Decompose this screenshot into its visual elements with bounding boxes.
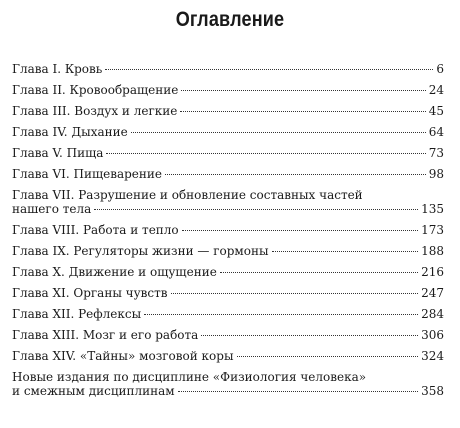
toc-entry-title: Глава IV. Дыхание	[12, 125, 128, 139]
dot-leader	[237, 356, 419, 357]
toc-entry-2[interactable]	[12, 83, 444, 97]
toc-page-number: 284	[421, 307, 444, 321]
toc-entry-5[interactable]	[12, 146, 444, 160]
dot-leader	[105, 69, 433, 70]
toc-page-number: 135	[421, 202, 444, 216]
toc-entry-title: Глава XIV. «Тайны» мозговой коры	[12, 349, 234, 363]
dot-leader	[144, 314, 418, 315]
toc-entry-title: Глава XIII. Мозг и его работа	[12, 328, 199, 342]
toc-entry-title: Глава I. Кровь	[12, 62, 103, 76]
dot-leader	[220, 272, 418, 273]
toc-entry-10[interactable]	[12, 265, 444, 279]
toc-entry-title: Глава VI. Пищеварение	[12, 167, 162, 181]
dot-leader	[180, 111, 425, 112]
toc-page-number: 306	[421, 328, 444, 342]
toc-page-number: 64	[428, 125, 444, 139]
toc-page-number: 358	[421, 384, 444, 398]
toc-entry-title: Глава XI. Органы чувств	[12, 286, 168, 300]
toc-entry-title-line-2: нашего тела	[12, 202, 92, 216]
toc-page-number: 6	[436, 62, 444, 76]
toc-entry-8[interactable]	[12, 223, 444, 237]
toc-entry-title-line-1: Глава VII. Разрушение и обновление составных частей	[12, 188, 363, 202]
dot-leader	[178, 391, 418, 392]
dot-leader	[131, 132, 426, 133]
dot-leader	[181, 90, 425, 91]
toc-entry-title-line-1: Новые издания по дисциплине «Физиология человека»	[12, 370, 367, 384]
toc-page-number: 173	[421, 223, 444, 237]
dot-leader	[94, 209, 418, 210]
toc-entry-title: Глава X. Движение и ощущение	[12, 265, 217, 279]
toc-entry-title: Глава V. Пища	[12, 146, 104, 160]
toc-entry-7[interactable]	[12, 188, 444, 216]
toc-entry-title: Глава II. Кровообращение	[12, 83, 179, 97]
toc-entry-12[interactable]	[12, 307, 444, 321]
toc-entry-15[interactable]	[12, 370, 444, 398]
toc-page-number: 45	[428, 104, 444, 118]
toc-page-number: 247	[421, 286, 444, 300]
toc-entry-title: Глава XII. Рефлексы	[12, 307, 142, 321]
dot-leader	[106, 153, 425, 154]
toc-page-number: 216	[421, 265, 444, 279]
toc-entry-1[interactable]	[12, 62, 444, 76]
toc-entry-title: Глава IX. Регуляторы жизни — гормоны	[12, 244, 269, 258]
toc-entry-title: Глава VIII. Работа и тепло	[12, 223, 179, 237]
toc-entry-6[interactable]	[12, 167, 444, 181]
toc-entry-title: Глава III. Воздух и легкие	[12, 104, 178, 118]
toc-entry-13[interactable]	[12, 328, 444, 342]
toc-page-number: 98	[428, 167, 444, 181]
toc-entry-3[interactable]	[12, 104, 444, 118]
toc-entry-14[interactable]	[12, 349, 444, 363]
dot-leader	[182, 230, 418, 231]
toc-page-number: 324	[421, 349, 444, 363]
toc-page-number: 188	[421, 244, 444, 258]
toc-entry-11[interactable]	[12, 286, 444, 300]
toc-entry-4[interactable]	[12, 125, 444, 139]
toc-page-number: 24	[428, 83, 444, 97]
table-of-contents	[12, 62, 444, 405]
dot-leader	[165, 174, 426, 175]
toc-page-number: 73	[428, 146, 444, 160]
dot-leader	[171, 293, 419, 294]
toc-entry-9[interactable]	[12, 244, 444, 258]
dot-leader	[272, 251, 419, 252]
page-title: Оглавление	[175, 8, 285, 31]
dot-leader	[201, 335, 418, 336]
toc-entry-title-line-2: и смежным дисциплинам	[12, 384, 175, 398]
